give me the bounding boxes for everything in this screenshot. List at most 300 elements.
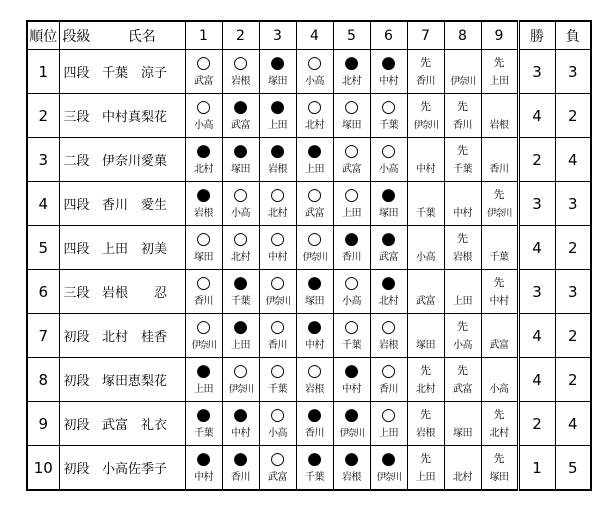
win-mark: ○ [233,360,248,381]
loss-mark: ● [344,52,359,73]
dan-cell: 初段 [59,358,99,402]
opponent-name: 香川 [379,383,398,395]
result-cell-round-8 [444,50,481,94]
opponent-name: 武富 [416,295,435,307]
opponent-name: 岩根 [489,119,509,131]
opponent-name: 千葉 [453,163,472,175]
opponent-name: 上田 [416,471,435,483]
opponent-name: 千葉 [305,471,324,483]
win-mark: ○ [344,140,359,161]
opponent-name: 上田 [194,383,213,395]
result-cell-round-7 [407,94,444,138]
wins-cell: 2 [518,138,555,182]
win-mark: ○ [233,52,248,73]
result-cell-round-1 [185,358,222,402]
opponent-name: 香川 [231,471,250,483]
opponent-name: 千葉 [379,119,398,131]
result-cell-round-3 [259,182,296,226]
sente-mark: 先 [493,451,505,465]
result-cell-round-4 [296,94,333,138]
header-round-3: 3 [259,21,296,50]
empty-mark [482,229,517,249]
win-mark: ○ [196,228,211,249]
result-cell-round-3 [259,138,296,182]
result-cell-round-9 [481,314,518,358]
loss-mark: ● [307,316,322,337]
opponent-name: 千葉 [416,207,435,219]
opponent-name: 岩根 [231,75,250,87]
opponent-name: 武富 [231,119,250,131]
sente-mark: 先 [457,99,468,113]
loss-mark: ● [233,316,248,337]
opponent-name: 伊奈川 [376,471,401,483]
empty-mark [445,185,481,205]
result-cell-round-5 [333,270,370,314]
result-cell-round-7 [407,270,444,314]
loss-mark: ● [196,360,211,381]
result-cell-round-5 [333,402,370,446]
loss-mark: ● [233,272,248,293]
rank-cell: 1 [27,50,59,94]
player-name: 中村真梨花 [99,94,185,138]
losses-cell: 3 [555,50,591,94]
result-cell-round-4 [296,446,333,491]
losses-cell: 3 [555,270,591,314]
result-cell-round-5 [333,226,370,270]
opponent-name: 塚田 [489,471,509,483]
losses-cell: 4 [555,402,591,446]
opponent-name: 北村 [416,383,435,395]
result-cell-round-6 [370,270,407,314]
result-cell-round-8 [444,358,481,402]
result-cell-round-7 [407,50,444,94]
opponent-name: 岩根 [268,163,287,175]
player-name: 伊奈川愛菓 [99,138,185,182]
loss-mark: ● [270,52,285,73]
table-row [27,182,591,226]
result-cell-round-3 [259,402,296,446]
win-mark: ○ [381,96,396,117]
opponent-name: 小高 [268,427,287,439]
result-cell-round-2 [222,314,259,358]
result-cell-round-2 [222,138,259,182]
result-cell-round-1 [185,138,222,182]
table-row [27,314,591,358]
result-cell-round-1 [185,50,222,94]
result-cell-round-9 [481,138,518,182]
opponent-name: 岩根 [453,251,472,263]
loss-mark: ● [344,228,359,249]
opponent-name: 岩根 [342,471,361,483]
win-mark: ○ [233,228,248,249]
result-cell-round-1 [185,270,222,314]
result-cell-round-8 [444,446,481,491]
opponent-name: 小高 [342,295,361,307]
opponent-name: 千葉 [342,339,361,351]
opponent-name: 伊奈川 [265,295,290,307]
loss-mark: ● [196,140,211,161]
win-mark: ○ [344,96,359,117]
result-cell-round-8 [444,402,481,446]
dan-cell: 二段 [59,138,99,182]
opponent-name: 伊奈川 [450,75,475,87]
result-cell-round-7 [407,314,444,358]
result-cell-round-1 [185,402,222,446]
opponent-name: 伊奈川 [191,339,216,351]
table-row [27,94,591,138]
losses-cell: 2 [555,94,591,138]
table-row [27,138,591,182]
result-cell-round-7 [407,402,444,446]
sente-mark: 先 [420,451,431,465]
opponent-name: 塚田 [268,75,287,87]
result-cell-round-3 [259,358,296,402]
result-cell-round-2 [222,50,259,94]
table-row [27,358,591,402]
result-cell-round-8 [444,94,481,138]
win-mark: ○ [307,228,322,249]
opponent-name: 武富 [305,207,324,219]
opponent-name: 北村 [379,295,398,307]
rank-cell: 3 [27,138,59,182]
win-mark: ○ [196,96,211,117]
opponent-name: 小高 [416,251,435,263]
sente-mark: 先 [420,55,431,69]
result-cell-round-2 [222,402,259,446]
opponent-name: 北村 [194,163,213,175]
wins-cell: 3 [518,182,555,226]
result-cell-round-5 [333,94,370,138]
sente-mark: 先 [493,275,505,289]
opponent-name: 中村 [231,427,250,439]
opponent-name: 伊奈川 [413,119,438,131]
result-cell-round-2 [222,94,259,138]
opponent-name: 小高 [453,339,472,351]
loss-mark: ● [344,404,359,425]
result-cell-round-4 [296,270,333,314]
opponent-name: 岩根 [379,339,398,351]
opponent-name: 北村 [453,471,472,483]
player-name: 武富 礼衣 [99,402,185,446]
sente-mark: 先 [420,99,431,113]
opponent-name: 武富 [379,251,398,263]
loss-mark: ● [307,448,322,469]
win-mark: ○ [270,316,285,337]
win-mark: ○ [344,316,359,337]
losses-cell: 2 [555,226,591,270]
header-round-4: 4 [296,21,333,50]
win-mark: ○ [381,140,396,161]
loss-mark: ● [381,228,396,249]
opponent-name: 伊奈川 [302,251,327,263]
result-cell-round-6 [370,358,407,402]
opponent-name: 伊奈川 [486,207,511,219]
opponent-name: 伊奈川 [228,383,253,395]
result-cell-round-4 [296,314,333,358]
result-cell-round-8 [444,138,481,182]
result-cell-round-6 [370,314,407,358]
opponent-name: 香川 [453,119,472,131]
win-mark: ○ [344,272,359,293]
opponent-name: 中村 [342,383,361,395]
loss-mark: ● [270,140,285,161]
opponent-name: 香川 [194,295,213,307]
loss-mark: ● [381,184,396,205]
loss-mark: ● [196,404,211,425]
opponent-name: 香川 [489,163,509,175]
player-name: 北村 桂香 [99,314,185,358]
header-round-9: 9 [481,21,518,50]
win-mark: ○ [307,96,322,117]
win-mark: ○ [270,272,285,293]
result-cell-round-3 [259,94,296,138]
opponent-name: 香川 [416,75,435,87]
opponent-name: 武富 [194,75,213,87]
win-mark: ○ [344,184,359,205]
result-cell-round-9 [481,402,518,446]
opponent-name: 中村 [489,295,509,307]
result-cell-round-9 [481,226,518,270]
result-cell-round-5 [333,314,370,358]
dan-cell: 三段 [59,94,99,138]
header-losses: 負 [555,21,591,50]
loss-mark: ● [381,272,396,293]
loss-mark: ● [381,448,396,469]
opponent-name: 千葉 [268,383,287,395]
win-mark: ○ [270,360,285,381]
dan-cell: 四段 [59,182,99,226]
win-mark: ○ [196,316,211,337]
opponent-name: 塚田 [379,207,398,219]
opponent-name: 香川 [268,339,287,351]
header-round-2: 2 [222,21,259,50]
result-cell-round-9 [481,50,518,94]
opponent-name: 香川 [342,251,361,263]
player-name: 上田 初美 [99,226,185,270]
opponent-name: 千葉 [489,251,509,263]
header-name: 氏名 [99,21,185,50]
win-mark: ○ [196,52,211,73]
result-cell-round-3 [259,270,296,314]
result-cell-round-9 [481,446,518,491]
result-cell-round-3 [259,314,296,358]
loss-mark: ● [307,140,322,161]
result-cell-round-2 [222,358,259,402]
player-name: 小高佐季子 [99,446,185,491]
header-round-7: 7 [407,21,444,50]
rank-cell: 10 [27,446,59,491]
opponent-name: 上田 [379,427,398,439]
losses-cell: 4 [555,138,591,182]
result-cell-round-2 [222,270,259,314]
result-cell-round-4 [296,402,333,446]
sente-mark: 先 [420,407,431,421]
dan-cell: 初段 [59,446,99,491]
result-cell-round-1 [185,226,222,270]
empty-mark [408,317,444,337]
opponent-name: 小高 [194,119,213,131]
header-row [27,21,591,50]
losses-cell: 5 [555,446,591,491]
result-cell-round-3 [259,446,296,491]
win-mark: ○ [381,360,396,381]
opponent-name: 中村 [305,339,324,351]
empty-mark [482,141,517,161]
empty-mark [408,185,444,205]
loss-mark: ● [381,52,396,73]
player-name: 千葉 涼子 [99,50,185,94]
opponent-name: 中村 [416,163,435,175]
result-cell-round-6 [370,94,407,138]
wins-cell: 4 [518,358,555,402]
player-name: 岩根 忍 [99,270,185,314]
result-cell-round-5 [333,138,370,182]
losses-cell: 3 [555,182,591,226]
empty-mark [408,229,444,249]
empty-mark [408,141,444,161]
opponent-name: 塚田 [305,295,324,307]
empty-mark [482,97,517,117]
result-cell-round-9 [481,270,518,314]
opponent-name: 岩根 [194,207,213,219]
opponent-name: 中村 [194,471,213,483]
loss-mark: ● [344,360,359,381]
player-name: 香川 愛生 [99,182,185,226]
wins-cell: 2 [518,402,555,446]
sente-mark: 先 [457,231,468,245]
result-cell-round-4 [296,182,333,226]
opponent-name: 武富 [489,339,509,351]
loss-mark: ● [233,404,248,425]
result-cell-round-2 [222,182,259,226]
sente-mark: 先 [493,187,505,201]
rank-cell: 8 [27,358,59,402]
opponent-name: 北村 [305,119,324,131]
result-cell-round-6 [370,182,407,226]
wins-cell: 1 [518,446,555,491]
dan-cell: 三段 [59,270,99,314]
header-round-6: 6 [370,21,407,50]
result-cell-round-8 [444,226,481,270]
loss-mark: ● [196,184,211,205]
opponent-name: 小高 [231,207,250,219]
win-mark: ○ [270,228,285,249]
sente-mark: 先 [457,143,468,157]
sente-mark: 先 [457,319,468,333]
win-mark: ○ [270,404,285,425]
opponent-name: 塚田 [194,251,213,263]
loss-mark: ● [307,272,322,293]
opponent-name: 中村 [268,251,287,263]
empty-mark [445,449,481,469]
loss-mark: ● [233,140,248,161]
player-name: 塚田恵梨花 [99,358,185,402]
result-cell-round-8 [444,182,481,226]
result-cell-round-9 [481,182,518,226]
dan-cell: 四段 [59,226,99,270]
empty-mark [408,273,444,293]
wins-cell: 4 [518,94,555,138]
result-cell-round-1 [185,446,222,491]
opponent-name: 塚田 [416,339,435,351]
result-cell-round-4 [296,138,333,182]
result-cell-round-3 [259,226,296,270]
opponent-name: 小高 [379,163,398,175]
header-rank: 順位 [27,21,59,50]
table-row [27,50,591,94]
result-cell-round-5 [333,358,370,402]
result-cell-round-2 [222,226,259,270]
result-cell-round-9 [481,358,518,402]
opponent-name: 上田 [489,75,509,87]
standings-table [26,20,592,491]
opponent-name: 塚田 [453,427,472,439]
win-mark: ○ [381,404,396,425]
win-mark: ○ [270,184,285,205]
win-mark: ○ [307,360,322,381]
opponent-name: 香川 [305,427,324,439]
result-cell-round-1 [185,314,222,358]
empty-mark [482,361,517,381]
opponent-name: 千葉 [231,295,250,307]
opponent-name: 武富 [342,163,361,175]
opponent-name: 上田 [231,339,250,351]
standings-body [27,50,591,491]
result-cell-round-5 [333,446,370,491]
opponent-name: 中村 [379,75,398,87]
opponent-name: 千葉 [194,427,213,439]
loss-mark: ● [270,96,285,117]
losses-cell: 2 [555,358,591,402]
result-cell-round-4 [296,226,333,270]
sente-mark: 先 [420,363,431,377]
win-mark: ○ [381,316,396,337]
table-row [27,446,591,491]
opponent-name: 中村 [453,207,472,219]
opponent-name: 塚田 [342,119,361,131]
wins-cell: 3 [518,270,555,314]
rank-cell: 7 [27,314,59,358]
loss-mark: ● [233,448,248,469]
result-cell-round-6 [370,138,407,182]
header-round-8: 8 [444,21,481,50]
win-mark: ○ [270,448,285,469]
empty-mark [482,317,517,337]
loss-mark: ● [196,448,211,469]
rank-cell: 2 [27,94,59,138]
rank-cell: 9 [27,402,59,446]
table-row [27,402,591,446]
result-cell-round-6 [370,402,407,446]
result-cell-round-1 [185,182,222,226]
win-mark: ○ [307,184,322,205]
opponent-name: 武富 [268,471,287,483]
header-round-5: 5 [333,21,370,50]
standings-table-wrapper [26,20,592,491]
dan-cell: 初段 [59,314,99,358]
result-cell-round-5 [333,50,370,94]
opponent-name: 武富 [453,383,472,395]
win-mark: ○ [196,272,211,293]
opponent-name: 小高 [305,75,324,87]
opponent-name: 上田 [268,119,287,131]
loss-mark: ● [233,96,248,117]
sente-mark: 先 [457,363,468,377]
rank-cell: 5 [27,226,59,270]
win-mark: ○ [307,52,322,73]
win-mark: ○ [233,184,248,205]
header-round-1: 1 [185,21,222,50]
